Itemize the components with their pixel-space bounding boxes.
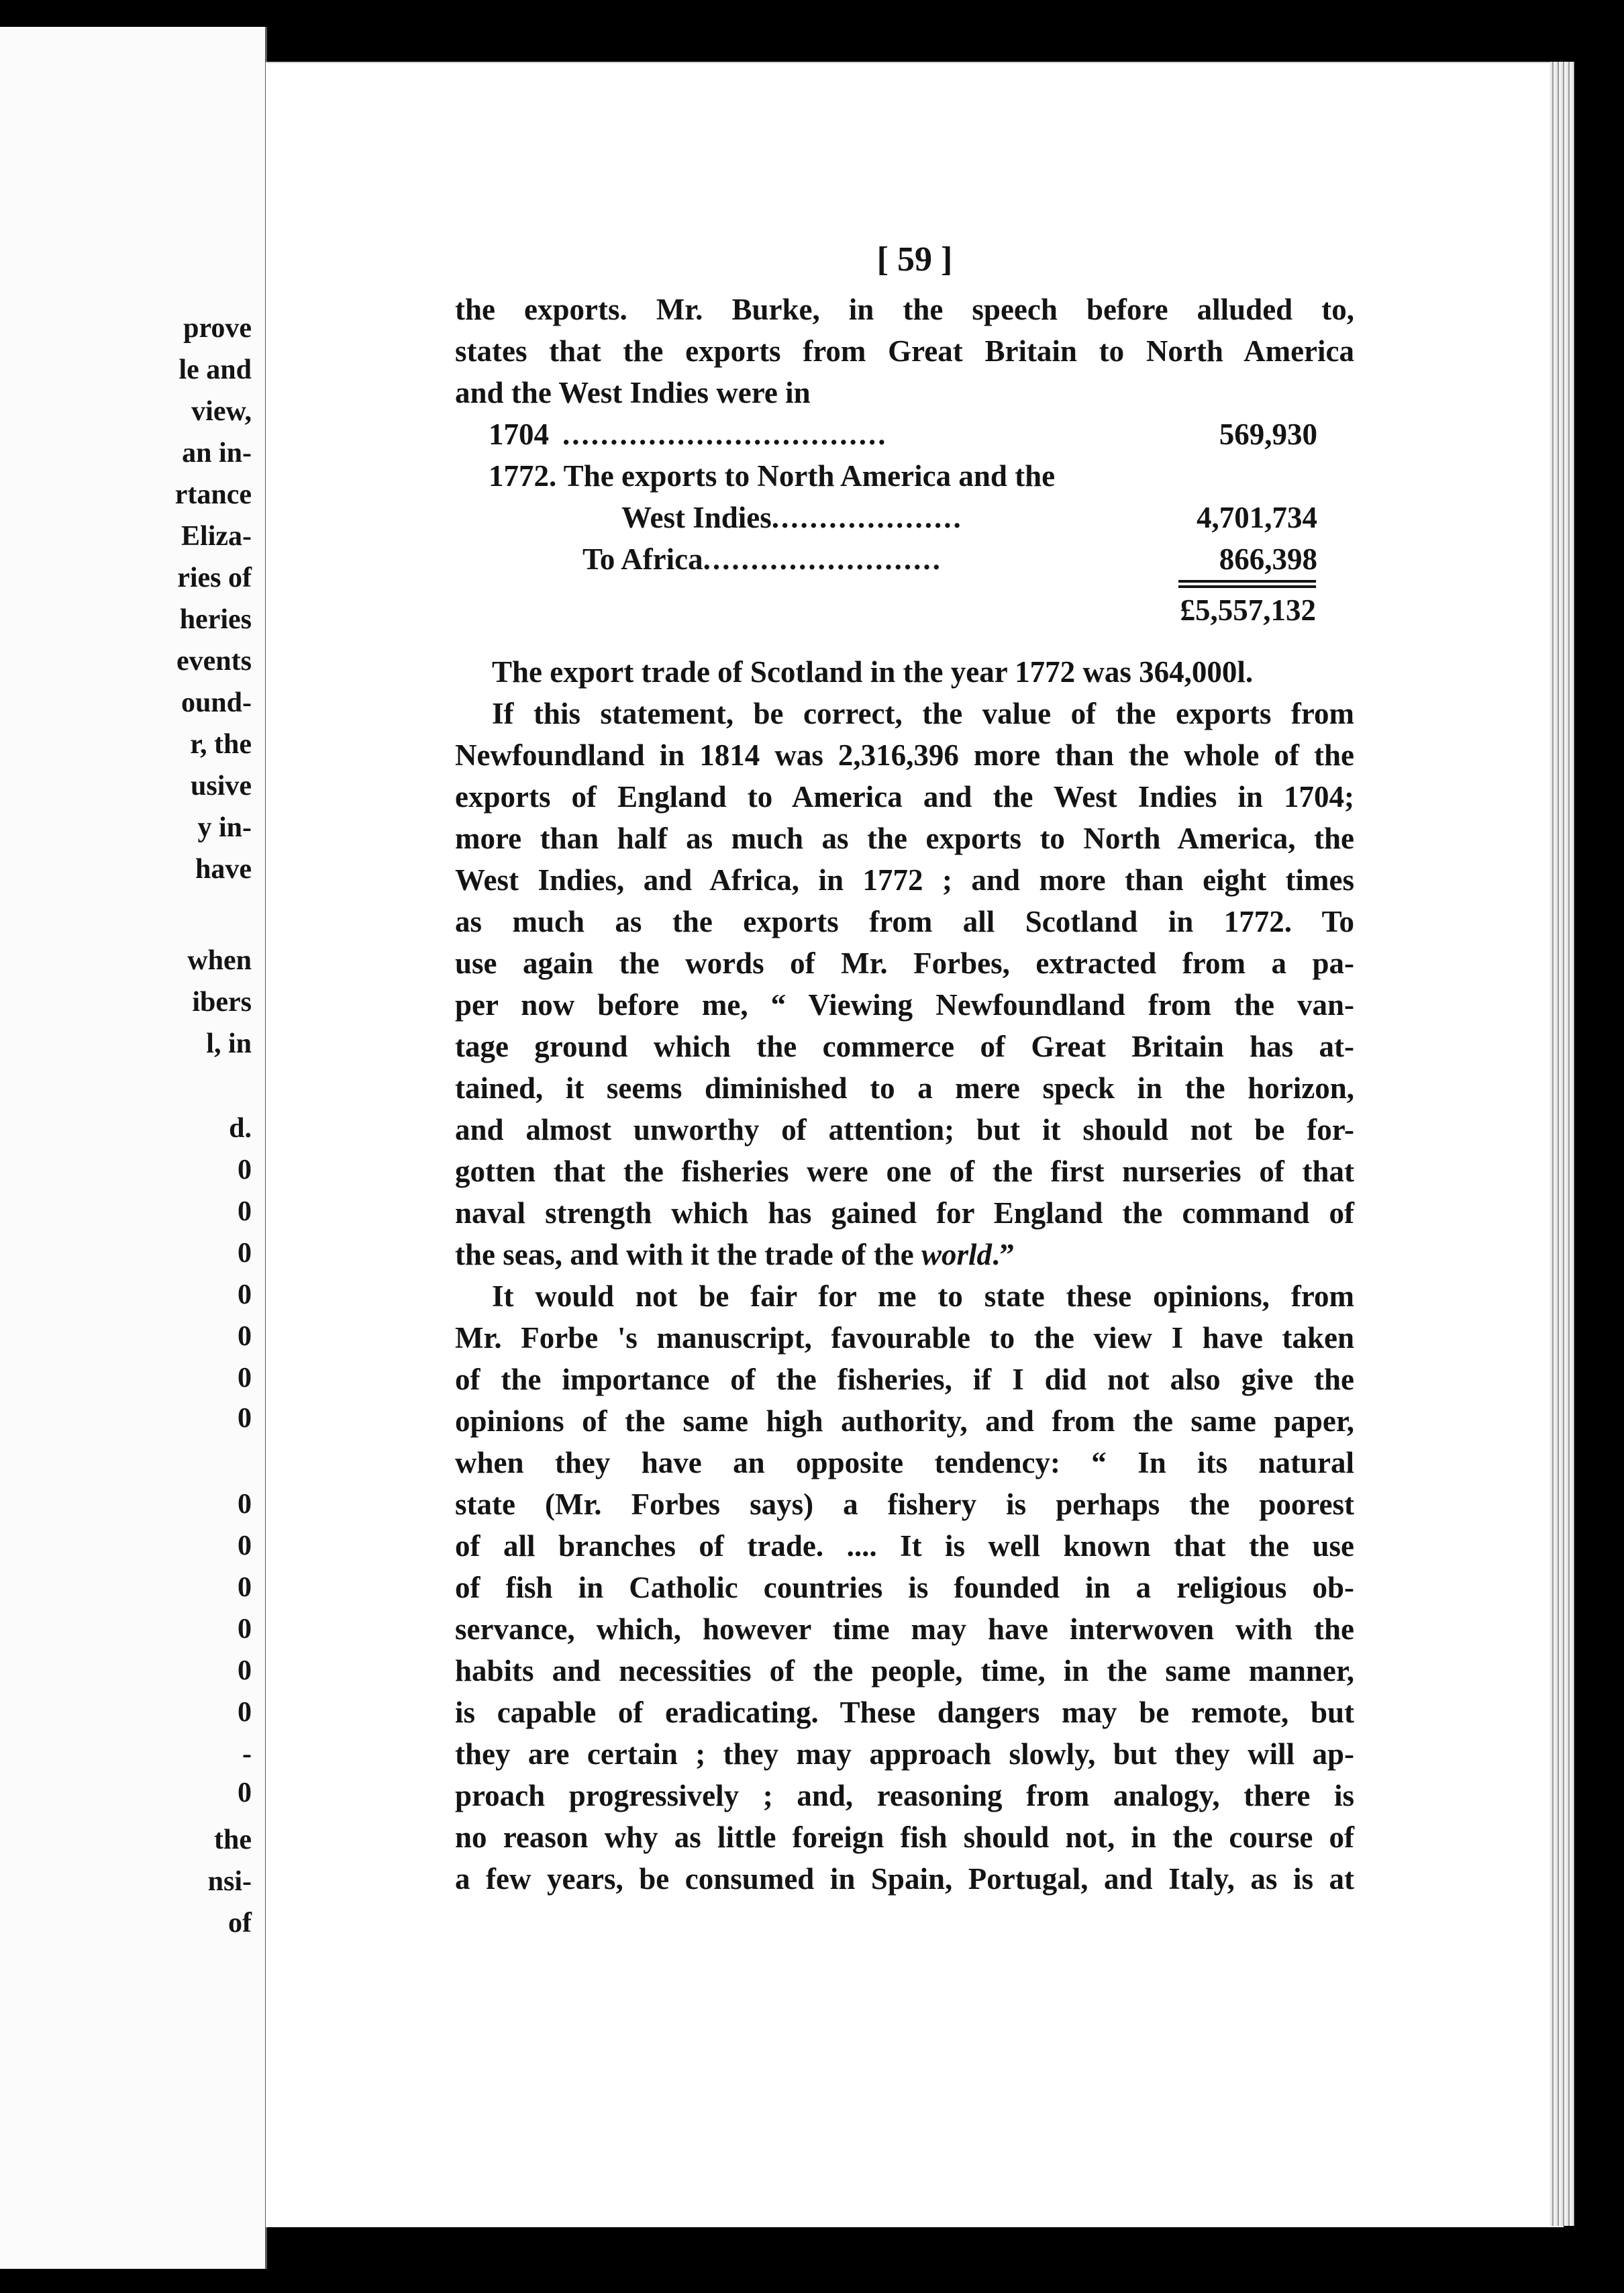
spacer [455, 631, 1354, 651]
page-edge-shading [1550, 62, 1574, 2226]
text-line: is capable of eradicating. These dangers may be remote, but [455, 1696, 1354, 1729]
left-page-margin [0, 27, 267, 2269]
italic-word: world [921, 1238, 992, 1271]
left-page-fragment: d. [229, 1113, 252, 1144]
left-page-fragment: ibers [192, 987, 252, 1018]
left-page-fragment: 0 [238, 1196, 252, 1227]
text-line: of the importance of the fisheries, if I did not also give the [455, 1363, 1354, 1396]
dot-leader: ......................... [703, 542, 942, 576]
text-line: opinions of the same high authority, and from the same paper, [455, 1404, 1354, 1438]
text-line: per now before me, “ Viewing Newfoundland from the van- [455, 988, 1354, 1022]
text-run: the seas, and with it the trade of the [455, 1238, 921, 1271]
rule-line-bottom [1178, 585, 1316, 588]
text-line: Newfoundland in 1814 was 2,316,396 more than the whole of the [455, 738, 1354, 772]
row-label: West Indies [621, 501, 772, 534]
left-page-fragment: ries of [177, 563, 252, 593]
text-line: exports of England to America and the West Indies in 1704; [455, 780, 1354, 814]
text-line: Mr. Forbe 's manuscript, favourable to the view I have taken [455, 1321, 1354, 1355]
text-line: and the West Indies were in [455, 376, 811, 409]
text-line: of fish in Catholic countries is founded in a religious ob- [455, 1571, 1354, 1604]
row-amount: 4,701,734 [1197, 501, 1317, 534]
text-line: If this statement, be correct, the value of the exports from [492, 697, 1354, 730]
left-page-fragment: 0 [238, 1697, 252, 1728]
text-line: tained, it seems diminished to a mere speck in the horizon, [455, 1071, 1354, 1105]
row-label: 1772. The exports to North America and the [489, 459, 1056, 493]
row-amount: 866,398 [1219, 542, 1317, 576]
left-page-fragment: 0 [238, 1489, 252, 1520]
row-amount: 569,930 [1219, 418, 1317, 451]
left-page-fragment: ound- [181, 687, 252, 718]
left-page-fragment: the [214, 1824, 252, 1855]
left-page-fragment: 0 [238, 1777, 252, 1808]
paragraph-statement [455, 693, 1354, 1275]
left-page-fragment: heries [179, 604, 252, 635]
text-line: habits and necessities of the people, time, in the same manner, [455, 1654, 1354, 1688]
text-line: gotten that the fisheries were one of the first nurseries of that [455, 1155, 1354, 1188]
left-page-fragment: nsi- [207, 1866, 252, 1897]
table-row-west-indies [489, 497, 1317, 538]
dot-leader: .................................. [562, 418, 888, 451]
left-page-text-fragments [0, 27, 265, 2269]
left-page-fragment: 0 [238, 1363, 252, 1394]
page-number-header: [ 59 ] [876, 240, 953, 279]
text-line: West Indies, and Africa, in 1772 ; and more than eight times [455, 863, 1354, 897]
table-row-1772 [489, 455, 1317, 497]
text-line: tage ground which the commerce of Great Britain has at- [455, 1030, 1354, 1063]
paragraph-opposing-opinions [455, 1275, 1354, 1900]
text-line: when they have an opposite tendency: “ In its natural [455, 1446, 1354, 1479]
text-line: It would not be fair for me to state these opinions, from [492, 1279, 1354, 1313]
table-row-1704 [489, 413, 1317, 455]
left-page-fragment: 0 [238, 1655, 252, 1686]
text-line: use again the words of Mr. Forbes, extracted from a pa- [455, 946, 1354, 980]
row-label: To Africa [582, 542, 703, 576]
left-page-fragment: prove [183, 313, 252, 344]
text-line: more than half as much as the exports to North America, the [455, 822, 1354, 855]
text-line: no reason why as little foreign fish should not, in the course of [455, 1820, 1354, 1854]
table-total: £5,557,132 [1180, 593, 1316, 627]
table-row-africa [489, 538, 1317, 580]
left-page-fragment: 0 [238, 1279, 252, 1310]
left-page-fragment: l, in [206, 1028, 252, 1059]
left-page-fragment: 0 [238, 1321, 252, 1352]
left-page-fragment: rtance [174, 479, 252, 510]
left-page-fragment: view, [191, 396, 252, 427]
left-page-fragment: r, the [190, 729, 252, 760]
left-page-fragment: have [195, 854, 252, 885]
left-page-fragment: an in- [182, 438, 252, 469]
left-page-fragment: - [242, 1739, 252, 1769]
text-line: and almost unworthy of attention; but it should not be for- [455, 1113, 1354, 1146]
text-line: state (Mr. Forbes says) a fishery is perhaps the poorest [455, 1487, 1354, 1521]
text-line: naval strength which has gained for England the command of [455, 1196, 1354, 1230]
left-page-fragment: 0 [238, 1614, 252, 1645]
left-page-fragment: 0 [238, 1155, 252, 1185]
left-page-fragment: 0 [238, 1572, 252, 1603]
exports-table [455, 413, 1317, 631]
book-page [266, 62, 1564, 2227]
text-line: they are certain ; they may approach slowly, but they will ap- [455, 1737, 1354, 1771]
text-line: states that the exports from Great Britain to North America [455, 334, 1354, 368]
text-line: servance, which, however time may have interwoven with the [455, 1612, 1354, 1646]
left-page-fragment: 0 [238, 1530, 252, 1561]
left-page-fragment: events [176, 646, 252, 677]
text-line [455, 1234, 1354, 1275]
dot-leader: .................... [771, 501, 963, 534]
text-line: a few years, be consumed in Spain, Portugal, and Italy, as is at [455, 1862, 1354, 1896]
text-line: proach progressively ; and, reasoning from analogy, there is [455, 1779, 1354, 1812]
paragraph-scotland: The export trade of Scotland in the year 1772 was 364,000l. [492, 655, 1254, 689]
sum-rule [489, 580, 1317, 589]
left-page-fragment: 0 [238, 1403, 252, 1434]
left-page-fragment: when [187, 945, 252, 976]
left-page-fragment: le and [179, 354, 252, 385]
text-run: .” [991, 1238, 1015, 1271]
left-page-fragment: Eliza- [181, 521, 252, 552]
left-page-fragment: of [228, 1908, 252, 1939]
text-line: of all branches of trade. .... It is well known that the use [455, 1529, 1354, 1563]
row-label: 1704 [489, 418, 549, 451]
left-page-fragment: usive [190, 771, 252, 801]
text-line: as much as the exports from all Scotland in 1772. To [455, 905, 1354, 938]
left-page-fragment: y in- [197, 812, 252, 843]
rule-line-top [1178, 580, 1316, 583]
text-line: the exports. Mr. Burke, in the speech before alluded to, [455, 293, 1354, 326]
page-body [455, 289, 1354, 1900]
left-page-fragment: 0 [238, 1238, 252, 1269]
